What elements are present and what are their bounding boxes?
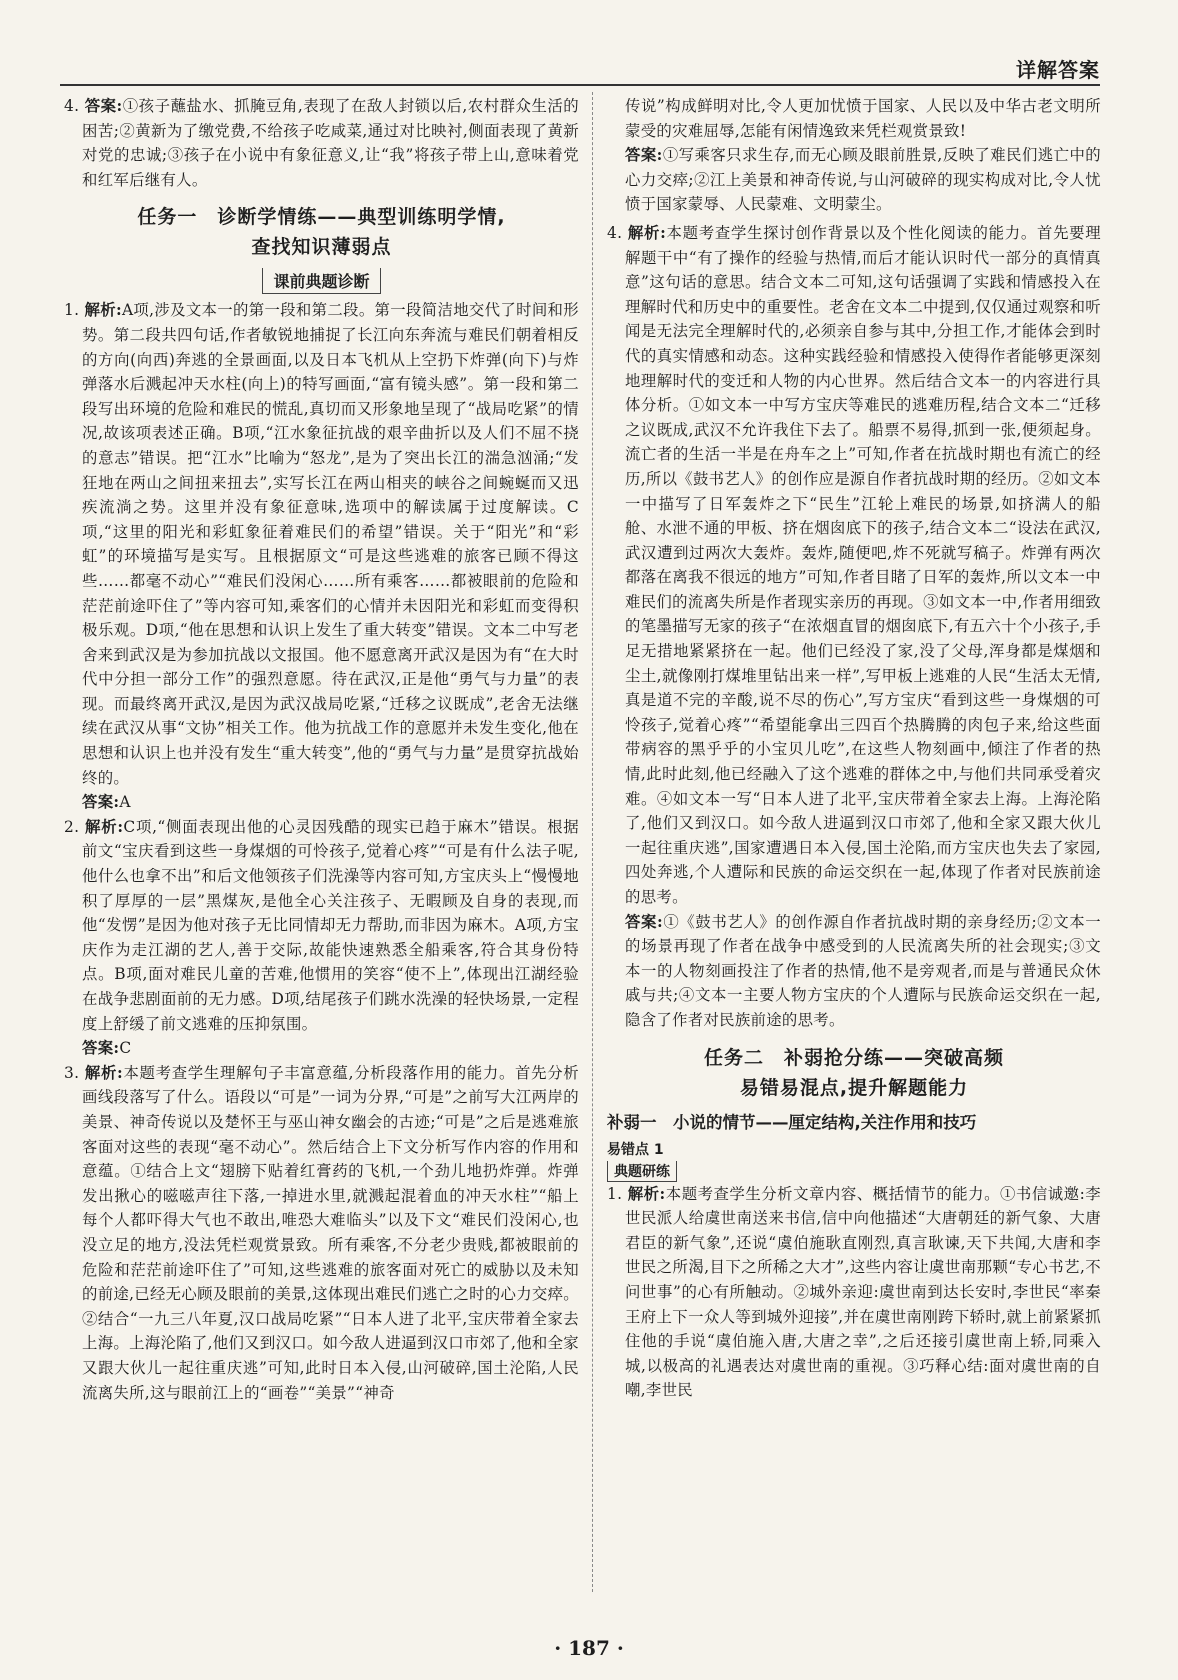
left-column [64, 94, 579, 1600]
analysis-continuation: 传说”构成鲜明对比,令人更加忧愤于国家、人民以及中华古老文明所蒙受的灾难屈辱,怎能有闲情逸致来凭栏观赏景致! [625, 97, 1101, 140]
answer-line: 答案:C [82, 1039, 132, 1058]
task-one-title: 任务一 诊断学情练——典型训练明学情, 查找知识薄弱点 [137, 206, 506, 259]
analysis-item: 4. 解析:本题考查学生探讨创作背景以及个性化阅读的能力。首先要理解题干中“有了操作的经验与热情,而后才能认识时代一部分的真情真意”这句话的意思。结合文本二可知,这句话强调了实践和情感投入在理解时代和历史中的重要性。老舍在文本二中提到,仅仅通过观察和听闻是无法完全理解时代的,必须亲自参与其中,分担工作,才能体会到时代的真实情感和动态。这种实践经验和情感投入使得作者能够更深刻地理解时代的变迁和人物的内心世界。然后结合文本一的内容进行具体分析。①如文本一中写方宝庆等难民的逃难历程,结合文本二“迁移之议既成,武汉不允许我住下去了。船票不易得,抓到一张,便须起身。流亡者的生活一半是在舟车之上”可知,作者在抗战时期也有流亡的经历,所以《鼓书艺人》的创作应是源自作者抗战时期的经历。②如文本一中描写了日军轰炸之下“民生”江轮上难民的场景,如挤满人的船舱、水泄不通的甲板、挤在烟囱底下的孩子,结合文本二“设法在武汉,武汉遭到过两次大轰炸。轰炸,随便吧,炸不死就写稿子。炸弹有两次都落在离我不很远的地方”可知,作者目睹了日军的轰炸,所以文本一中难民们的流离失所是作者现实亲历的再现。③如文本一中,作者用细致的笔墨描写无家的孩子“在浓烟直冒的烟囱底下,有五六十个小孩子,手足无措地紧紧挤在一起。他们已经没了家,没了父母,浑身都是煤烟和尘土,就像刚打煤堆里钻出来一样”,写甲板上逃难的人民“生活太无情,真是道不完的辛酸,说不尽的伤心”,写方宝庆“看到这些一身煤烟的可怜孩子,觉着心疼”“希望能拿出三四百个热腾腾的肉包子来,给这些面带病容的黑乎乎的小宝贝儿吃”,在这些人物刻画中,倾注了作者的热情,此时此刻,他已经融入了这个逃难的群体之中,与他们共同承受着灾难。④如文本一写“日本人进了北平,宝庆带着全家去上海。上海沦陷了,他们又到汉口。如今敌人进逼到汉口市郊了,他和全家又跟大伙儿一起往重庆逃”,国家遭遇日本入侵,国土沦陷,而方宝庆也失去了家园,四处奔逃,个人遭际和民族的命运交织在一起,体现了作者对民族前途的思考。 [607, 223, 1101, 906]
analysis-item: 2. 解析:C项,“侧面表现出他的心灵因残酷的现实已趋于麻木”错误。根据前文“宝庆看到这些一身煤烟的可怜孩子,觉着心疼”“可是有什么法子呢,他什么也拿不出”和后文他领孩子们洗澡等内容可知,方宝庆头上“慢慢地积了厚厚的一层”黑煤灰,是他全心关注孩子、无暇顾及自身的表现,而他“发愣”是因为他对孩子无比同情却无力帮助,而非因为麻木。A项,方宝庆作为走江湖的艺人,善于交际,故能快速熟悉全船乘客,符合其身份特点。B项,面对难民儿童的苦难,他惯用的笑容“使不上”,体现出江湖经验在战争悲剧面前的无力感。D项,结尾孩子们跳水洗澡的轻快场景,一定程度上舒缓了前文逃难的压抑氛围。 [64, 817, 579, 1033]
page-number: · 187 · [554, 1636, 624, 1660]
analysis-item: 1. 解析:A项,涉及文本一的第一段和第二段。第一段简洁地交代了时间和形势。第二段共四句话,作者敏锐地捕捉了长江向东奔流与难民们朝着相反的方向(向西)奔逃的全景画面,以及日本飞机从上空扔下炸弹(向下)与炸弹落水后溅起冲天水柱(向上)的特写画面,“富有镜头感”。第一段和第二段写出环境的危险和难民的慌乱,真切而又形象地呈现了“战局吃紧”的情况,故该项表述正确。B项,“江水象征抗战的艰辛曲折以及人们不屈不挠的意志”错误。把“江水”比喻为“怒龙”,是为了突出长江的湍急汹涌;“发狂地在两山之间扭来扭去”,实写长江在两山相夹的峡谷之间蜿蜒而又迅疾流淌之势。这里并没有象征意味,选项中的解读属于过度解读。C项,“这里的阳光和彩虹象征着难民们的希望”错误。关于“阳光”和“彩虹”的环境描写是实写。且根据原文“可是这些逃难的旅客已顾不得这些……都毫不动心”“难民们没闲心……所有乘客……都被眼前的危险和茫茫前途吓住了”等内容可知,乘客们的心情并未因阳光和彩虹而变得积极乐观。D项,“他在思想和认识上发生了重大转变”错误。文本二中写老舍来到武汉是为参加抗战以文报国。他不愿意离开武汉是因为有“在大时代中分担一部分工作”的强烈意愿。待在武汉,正是他“勇气与力量”的表现。而最终离开武汉,是因为武汉战局吃紧,“迁移之议既成”,老舍无法继续在武汉从事“文协”相关工作。他为抗战工作的意愿并未发生变化,他在思想和认识上也并没有发生“重大转变”,他的“勇气与力量”是贯穿抗战始终的。 [64, 301, 579, 787]
column-divider [592, 92, 593, 1592]
header-rule [60, 84, 1100, 86]
error-point-label: 易错点 1 [607, 1141, 664, 1158]
analysis-item: 3. 解析:本题考查学生理解句子丰富意蕴,分析段落作用的能力。首先分析画线段落写了什么。语段以“可是”一词为分界,“可是”之前写大江两岸的美景、神奇传说以及楚怀王与巫山神女幽会的古迹;“可是”之后是逃难旅客面对这些的表现“毫不动心”。然后结合上下文分析写作内容的作用和意蕴。①结合上文“翅膀下贴着红膏药的飞机,一个劲儿地扔炸弹。炸弹发出揪心的嗞嗞声往下落,一掉进水里,就溅起混着血的冲天水柱”“船上每个人都吓得大气也不敢出,唯恐大难临头”以及下文“难民们没闲心,也没立足的地方,没法凭栏观赏景致。所有乘客,不分老少贵贱,都被眼前的危险和茫茫前途吓住了”可知,这些逃难的旅客面对死亡的威胁以及未知的前途,已经无心顾及眼前的美景,这体现出难民们逃亡之时的心力交瘁。②结合“一九三八年夏,汉口战局吃紧”“日本人进了北平,宝庆带着全家去上海。上海沦陷了,他们又到汉口。如今敌人进逼到汉口市郊了,他和全家又跟大伙儿一起往重庆逃”可知,此时日本入侵,山河破碎,国土沦陷,人民流离失所,这与眼前江上的“画卷”“美景”“神奇 [64, 1063, 579, 1402]
section-label: 课前典题诊断 [64, 268, 579, 294]
answer-line: 答案:①《鼓书艺人》的创作源自作者抗战时期的亲身经历;②文本一的场景再现了作者在战争中感受到的人民流离失所的社会现实;③文本一的人物刻画投注了作者的热情,他不是旁观者,而是与普通民众休戚与共;④文本一主要人物方宝庆的个人遭际与民族命运交织在一起,隐含了作者对民族前途的思考。 [625, 912, 1101, 1029]
analysis-item: 1. 解析:本题考查学生分析文章内容、概括情节的能力。①书信诚邀:李世民派人给虞世南送来书信,信中向他描述“大唐朝廷的新气象、大唐君臣的新气象”,还说“虞伯施耿直刚烈,真言耿谏,天下共闻,大唐和李世民之所渴,目下之所稀之大才”,这些内容让虞世南那颗“专心书艺,不问世事”的心有所触动。②城外亲迎:虞世南到达长安时,李世民“率秦王府上下一众人等到城外迎接”,并在虞世南刚跨下轿时,就上前紧紧抓住他的手说“虞伯施入唐,大唐之幸”,之后还接引虞世南上轿,同乘入城,以极高的礼遇表达对虞世南的重视。③巧释心结:面对虞世南的自嘲,李世民 [607, 1184, 1101, 1400]
answer-line: 答案:A [82, 793, 131, 812]
practice-label: 典题研练 [607, 1161, 1101, 1182]
header-label: 详解答案 [1016, 58, 1100, 82]
answer-item: 4. 答案:①孩子蘸盐水、抓腌豆角,表现了在敌人封锁以后,农村群众生活的困苦;②黄新为了缴党费,不给孩子吃咸菜,通过对比映衬,侧面表现了黄新对党的忠诚;③孩子在小说中有象征意义,让“我”将孩子带上山,意味着党和红军后继有人。 [64, 97, 579, 189]
task-two-title: 任务二 补弱抢分练——突破高频 易错易混点,提升解题能力 [703, 1046, 1004, 1099]
answer-line: 答案:①写乘客只求生存,而无心顾及眼前胜景,反映了难民们逃亡中的心力交瘁;②江上美景和神奇传说,与山河破碎的现实构成对比,令人忧愤于国家蒙辱、人民蒙难、文明蒙尘。 [625, 146, 1101, 214]
right-column [607, 94, 1101, 1600]
supplement-one-title: 补弱一 小说的情节——厘定结构,关注作用和技巧 [607, 1112, 977, 1132]
